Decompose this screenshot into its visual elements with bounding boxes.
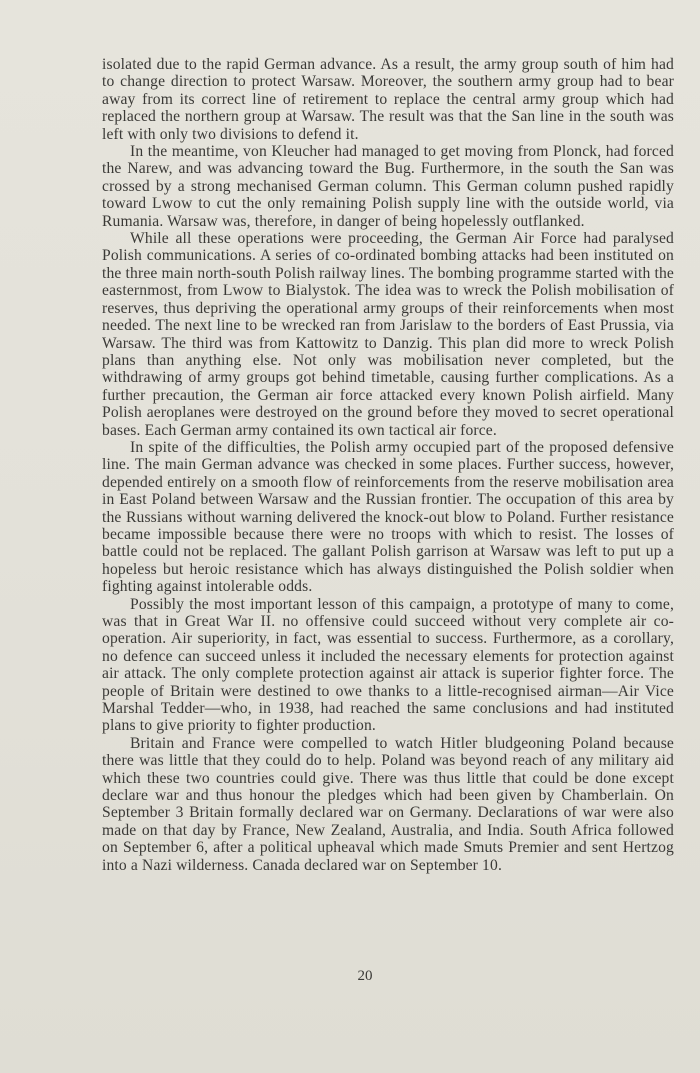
paragraph-4: In spite of the difficulties, the Polish army occupied part of the proposed defensive line. The main German advance was checked in some places. Further success, however, depended entirely on a smooth flow of reinforcements from the reserve mobilisation area in East Poland between Warsaw and the Russian frontier. The occupation of this area by the Russians without warning delivered the knock-out blow to Poland. Further resistance became impossible because there were no troops with which to resist. The losses of battle could not be replaced. The gallant Polish garrison at Warsaw was left to put up a hopeless but heroic resistance which has always distinguished the Polish soldier when fighting against intolerable odds. [102,438,674,596]
body-text [102,56,674,874]
paragraph-3: While all these operations were proceeding, the German Air Force had paralysed Polish communications. A series of co-ordinated bombing attacks had been instituted on the three main north-south Polish railway lines. The bombing programme started with the easternmost, from Lwow to Bialystok. The idea was to wreck the Polish mobilisation of reserves, thus depriving the operational army groups of their reinforcements when most needed. The next line to be wrecked ran from Jarislaw to the borders of East Prussia, via Warsaw. The third was from Kattowitz to Danzig. This plan did more to wreck Polish plans than anything else. Not only was mobilisation never completed, but the withdrawing of army groups got behind timetable, causing further complications. As a further precaution, the German air force attacked every known Polish airfield. Many Polish aeroplanes were destroyed on the ground before they moved to secret operational bases. Each German army contained its own tactical air force. [102,230,674,439]
paragraph-1: isolated due to the rapid German advance. As a result, the army group south of him had to change direction to protect Warsaw. Moreover, the southern army group had to bear away from its correct line of retirement to replace the central army group which had replaced the northern group at Warsaw. The result was that the San line in the south was left with only two divisions to defend it. [102,56,674,143]
page-number: 20 [357,968,373,984]
paragraph-2: In the meantime, von Kleucher had managed to get moving from Plonck, had forced the Narew, and was advancing toward the Bug. Furthermore, in the south the San was crossed by a strong mechanised German column. This German column pushed rapidly toward Lwow to cut the only remaining Polish supply line with the outside world, via Rumania. Warsaw was, therefore, in danger of being hopelessly outflanked. [102,143,674,230]
paragraph-6: Britain and France were compelled to watch Hitler bludgeoning Poland because there was little that they could do to help. Poland was beyond reach of any military aid which these two countries could give. There was thus little that could be done except declare war and thus honour the pledges which had been given by Chamberlain. On September 3 Britain formally declared war on Germany. Declarations of war were also made on that day by France, New Zealand, Australia, and India. South Africa followed on September 6, after a political upheaval which made Smuts Premier and sent Hertzog into a Nazi wilderness. Canada declared war on September 10. [102,734,674,874]
paragraph-5: Possibly the most important lesson of this campaign, a prototype of many to come, was that in Great War II. no offensive could succeed without very complete air co-operation. Air superiority, in fact, was essential to success. Furthermore, as a corollary, no defence can succeed unless it included the necessary elements for protection against air attack. The only complete protection against air attack is superior fighter force. The people of Britain were destined to owe thanks to a little-recognised airman—Air Vice Marshal Tedder—who, in 1938, had reached the same conclusions and had instituted plans to give priority to fighter production. [102,595,674,735]
